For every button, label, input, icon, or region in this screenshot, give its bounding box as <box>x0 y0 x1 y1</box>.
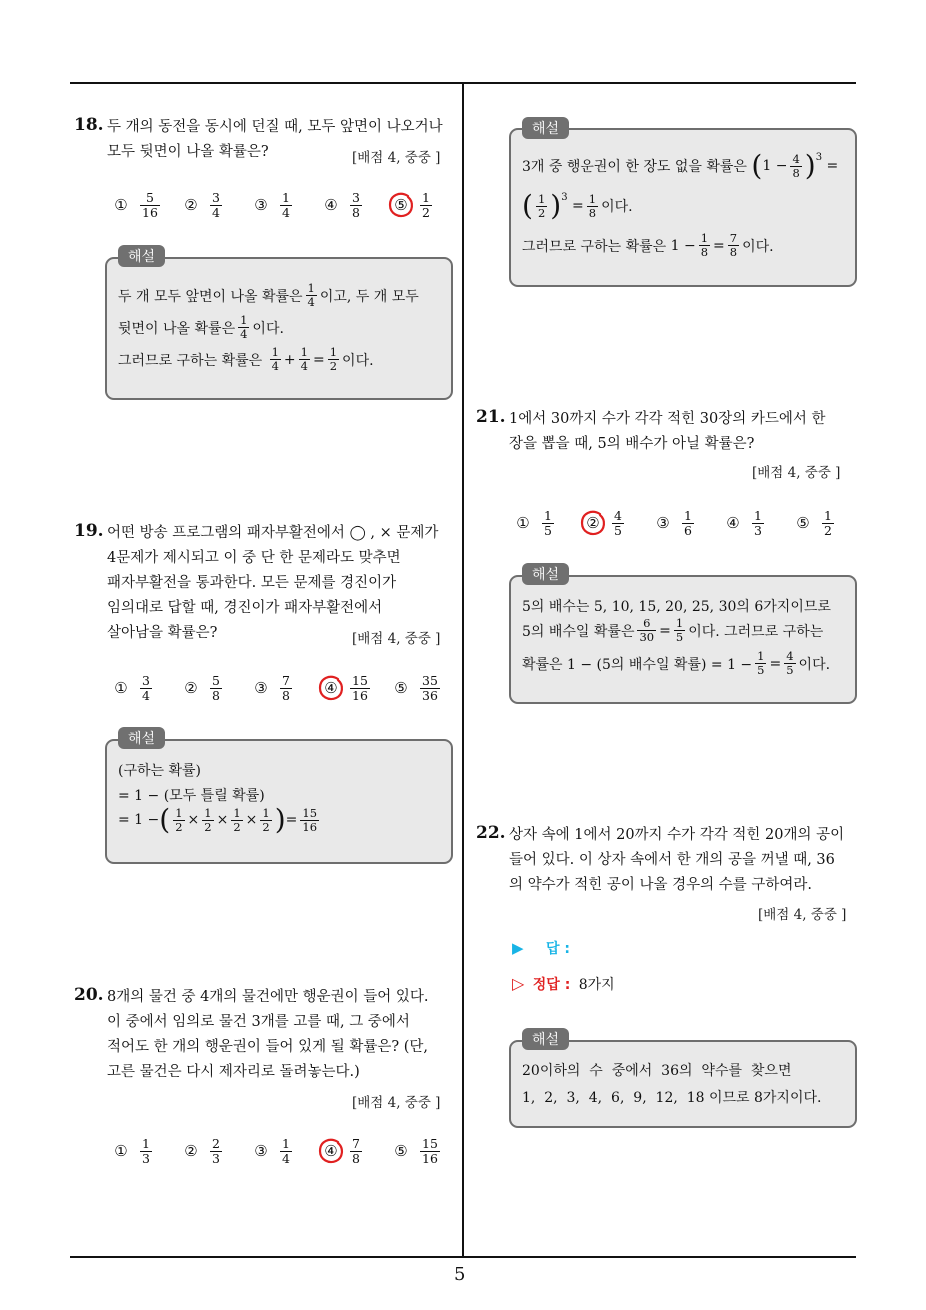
question-number: 20. <box>74 985 104 1005</box>
solution-line: 두 개 모두 앞면이 나올 확률은 1 4 이고, 두 개 모두 <box>118 281 419 309</box>
answer-choice-4[interactable] <box>320 185 362 225</box>
score-difficulty: [배점 4, 중중 ] <box>758 907 847 923</box>
choice-fraction: $\frac{5}{8}$ <box>212 672 220 703</box>
answer-choice-5[interactable] <box>792 503 834 543</box>
answer-input-row[interactable] <box>512 938 570 958</box>
correct-arrow-icon: ▷ <box>512 974 525 993</box>
answer-choice-2[interactable] <box>582 503 624 543</box>
answer-choice-5[interactable] <box>390 1131 440 1171</box>
answer-choice-4[interactable] <box>722 503 764 543</box>
question-line: 임의대로 답할 때, 경진이가 패자부활전에서 <box>107 600 383 616</box>
score-difficulty: [배점 4, 중중 ] <box>752 465 841 481</box>
choice-number: ① <box>516 514 530 532</box>
solution-line: ( 1 2 ) $^3$ = $\frac{1}{8}$ 이다. <box>522 189 633 222</box>
choice-number: ② <box>184 679 198 697</box>
solution-line: 확률은 1 − (5의 배수일 확률) = 1 − $\frac{1}{5}$ = $\frac{4}{5}$ 이다. <box>522 649 831 677</box>
solution-line: 20이하의 수 중에서 36의 약수를 찾으면 <box>522 1063 792 1079</box>
choice-number: ① <box>114 196 128 214</box>
answer-choice-3[interactable] <box>250 1131 292 1171</box>
answer-choice-1[interactable] <box>110 668 152 708</box>
bottom-rule <box>70 1256 856 1258</box>
solution-tag: 해설 <box>522 117 569 139</box>
choice-fraction: $\frac{2}{3}$ <box>212 1135 220 1166</box>
answer-choice-5[interactable] <box>390 185 432 225</box>
question-number: 18. <box>74 115 104 135</box>
choice-number: ④ <box>324 679 338 697</box>
choice-fraction: $\frac{3}{8}$ <box>352 189 360 220</box>
solution-line: 그러므로 구하는 확률은 1 4 + $\frac{1}{4}$ = $\frac{1}{2}$ 이다. <box>118 345 374 373</box>
choice-number: ⑤ <box>394 196 408 214</box>
answer-choices <box>512 503 852 543</box>
choice-number: ② <box>586 514 600 532</box>
question-line: 8개의 물건 중 4개의 물건에만 행운권이 들어 있다. <box>107 989 429 1005</box>
solution-tag: 해설 <box>118 727 165 749</box>
answer-arrow-icon: ▶ <box>512 939 524 957</box>
choice-number: ① <box>114 679 128 697</box>
answer-choice-2[interactable] <box>180 1131 222 1171</box>
question-line: 어떤 방송 프로그램의 패자부활전에서 ◯ , × 문제가 <box>107 525 439 541</box>
choice-fraction: $\frac{35}{36}$ <box>422 672 438 703</box>
solution-line: 3개 중 행운권이 한 장도 없을 확률은 ( 1 − $\frac{4}{8}$ ) $^3$ = <box>522 149 839 182</box>
question-line: 고른 물건은 다시 제자리로 돌려놓는다.) <box>107 1064 360 1080</box>
question-line: 적어도 한 개의 행운권이 들어 있게 될 확률은? (단, <box>107 1039 429 1055</box>
answer-choices <box>110 1131 450 1171</box>
choice-fraction: $\frac{1}{3}$ <box>142 1135 150 1166</box>
solution-line: 1, 2, 3, 4, 6, 9, 12, 18 이므로 8가지이다. <box>522 1090 822 1106</box>
answer-label: 답 : <box>546 941 570 957</box>
answer-choice-4[interactable] <box>320 1131 362 1171</box>
selected-answer-mark-icon <box>386 190 416 220</box>
answer-choices <box>110 185 450 225</box>
choice-number: ④ <box>726 514 740 532</box>
choice-fraction: $\frac{7}{8}$ <box>352 1135 360 1166</box>
choice-number: ③ <box>254 679 268 697</box>
choice-fraction: $\frac{1}{5}$ <box>544 507 552 538</box>
choice-number: ④ <box>324 1142 338 1160</box>
question-text: 1에서 30까지 수가 각각 적힌 30장의 카드에서 한 장을 뽑을 때, 5의 배수가 아닐 확률은? <box>509 411 826 452</box>
choice-number: ② <box>184 196 198 214</box>
choice-number: ③ <box>254 1142 268 1160</box>
solution-line: 5의 배수일 확률은 $\frac{6}{30}$ = $\frac{1}{5}$ 이다. 그러므로 구하는 <box>522 616 824 644</box>
answer-choice-5[interactable] <box>390 668 440 708</box>
choice-number: ⑤ <box>796 514 810 532</box>
selected-answer-mark-icon <box>316 1136 346 1166</box>
solution-tag: 해설 <box>522 1028 569 1050</box>
solution-box <box>509 1040 857 1128</box>
choice-fraction: $\frac{1}{2}$ <box>422 189 430 220</box>
choice-number: ④ <box>324 196 338 214</box>
solution-line: = 1 − (모두 틀릴 확률) <box>118 788 265 804</box>
choice-fraction: $\frac{15}{16}$ <box>422 1135 438 1166</box>
choice-number: ⑤ <box>394 679 408 697</box>
question-text: 두 개의 동전을 동시에 던질 때, 모두 앞면이 나오거나 모두 뒷면이 나올 확률은? <box>107 119 443 160</box>
answer-choice-2[interactable] <box>180 185 222 225</box>
choice-fraction: $\frac{3}{4}$ <box>212 189 220 220</box>
question-line: 패자부활전을 통과한다. 모든 문제를 경진이가 <box>107 575 397 591</box>
score-difficulty: [배점 4, 중중 ] <box>352 631 441 647</box>
solution-tag: 해설 <box>522 563 569 585</box>
correct-label: 정답 : <box>532 977 571 993</box>
choice-fraction: $\frac{1}{2}$ <box>824 507 832 538</box>
question-number: 19. <box>74 521 104 541</box>
answer-choice-1[interactable] <box>512 503 554 543</box>
solution-line: 뒷면이 나올 확률은 1 4 이다. <box>118 313 284 341</box>
solution-line: = 1 − ( $\frac{1}{2}$ × $\frac{1}{2}$ × $\frac{1}{2}$ × $\frac{1}{2}$ ) = $\frac{15}{16}$ <box>118 803 318 836</box>
selected-answer-mark-icon <box>316 673 346 703</box>
question-line: 4문제가 제시되고 이 중 단 한 문제라도 맞추면 <box>107 550 401 566</box>
score-difficulty: [배점 4, 중중 ] <box>352 150 441 166</box>
choice-fraction: $\frac{4}{5}$ <box>614 507 622 538</box>
solution-tag: 해설 <box>118 245 165 267</box>
choice-number: ② <box>184 1142 198 1160</box>
choice-fraction: $\frac{7}{8}$ <box>282 672 290 703</box>
choice-number: ① <box>114 1142 128 1160</box>
correct-value: 8가지 <box>578 977 615 993</box>
answer-choice-1[interactable] <box>110 185 160 225</box>
question-line: 이 중에서 임의로 물건 3개를 고를 때, 그 중에서 <box>107 1014 410 1030</box>
question-line: 살아남을 확률은? <box>107 625 218 641</box>
choice-fraction: $\frac{1}{6}$ <box>684 507 692 538</box>
answer-choice-3[interactable] <box>250 668 292 708</box>
question-text <box>74 985 464 1085</box>
choice-number: ⑤ <box>394 1142 408 1160</box>
question-number: 22. <box>476 823 506 843</box>
answer-choice-2[interactable] <box>180 668 222 708</box>
solution-line: (구하는 확률) <box>118 763 201 779</box>
choice-fraction: $\frac{1}{3}$ <box>754 507 762 538</box>
choice-number: ③ <box>254 196 268 214</box>
page-number: 5 <box>454 1264 466 1285</box>
question-text: 상자 속에 1에서 20까지 수가 각각 적힌 20개의 공이 들어 있다. 이 상자 속에서 한 개의 공을 꺼낼 때, 36 의 약수가 적힌 공이 나올 경우의 수를 구하여라. <box>509 827 845 893</box>
answer-choice-1[interactable] <box>110 1131 152 1171</box>
correct-answer-row <box>512 974 615 994</box>
solution-line: 그러므로 구하는 확률은 1 − $\frac{1}{8}$ = $\frac{7}{8}$ 이다. <box>522 231 774 259</box>
answer-choice-3[interactable] <box>250 185 292 225</box>
answer-choice-3[interactable] <box>652 503 694 543</box>
answer-choices <box>110 668 450 708</box>
score-difficulty: [배점 4, 중중 ] <box>352 1095 441 1111</box>
question-number: 21. <box>476 407 506 427</box>
answer-choice-4[interactable] <box>320 668 370 708</box>
choice-fraction: $\frac{1}{4}$ <box>282 1135 290 1166</box>
choice-fraction: $\frac{3}{4}$ <box>142 672 150 703</box>
choice-number: ③ <box>656 514 670 532</box>
solution-line: 5의 배수는 5, 10, 15, 20, 25, 30의 6가지이므로 <box>522 599 831 615</box>
choice-fraction: $\frac{1}{4}$ <box>282 189 290 220</box>
selected-answer-mark-icon <box>578 508 608 538</box>
choice-fraction: $\frac{15}{16}$ <box>352 672 368 703</box>
choice-fraction: $\frac{5}{16}$ <box>142 189 158 220</box>
